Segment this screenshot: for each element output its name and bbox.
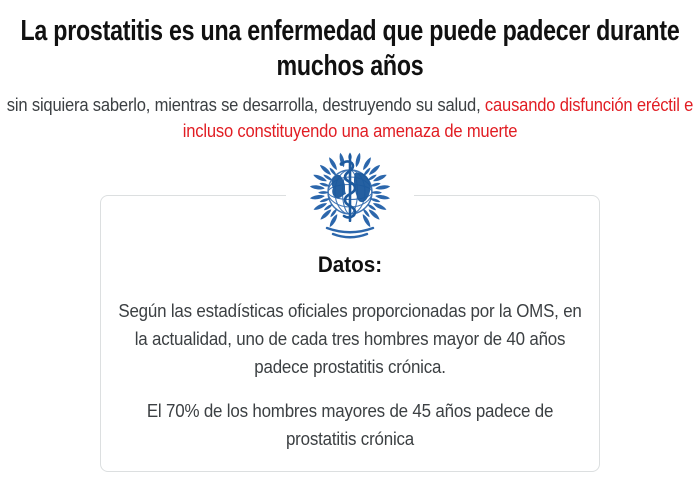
facts-heading: Datos: [317, 252, 383, 277]
facts-card [100, 195, 600, 472]
subtitle-plain-text: sin siquiera saberlo, mientras se desarrolla, destruyendo su salud, [6, 95, 485, 115]
hero-subtitle [0, 92, 699, 144]
wreath-base [327, 228, 373, 237]
landing-page [0, 14, 700, 493]
page-title: La prostatitis es una enfermedad que puede padecer durante muchos años [20, 15, 680, 82]
facts-card-content [110, 252, 589, 453]
who-oms-logo-icon [286, 150, 414, 243]
subtitle-warning-text: causando disfunción eréctil e incluso constituyendo una amenaza de muerte [182, 95, 694, 141]
fact-paragraph-70-percent: El 70% de los hombres mayores de 45 años padece de prostatitis crónica [146, 401, 554, 449]
fact-paragraph-oms-statistics: Según las estadísticas oficiales proporcionadas por la OMS, en la actualidad, uno de cada tres hombres mayor de 40 años padece prostatitis crónica. [118, 301, 582, 377]
